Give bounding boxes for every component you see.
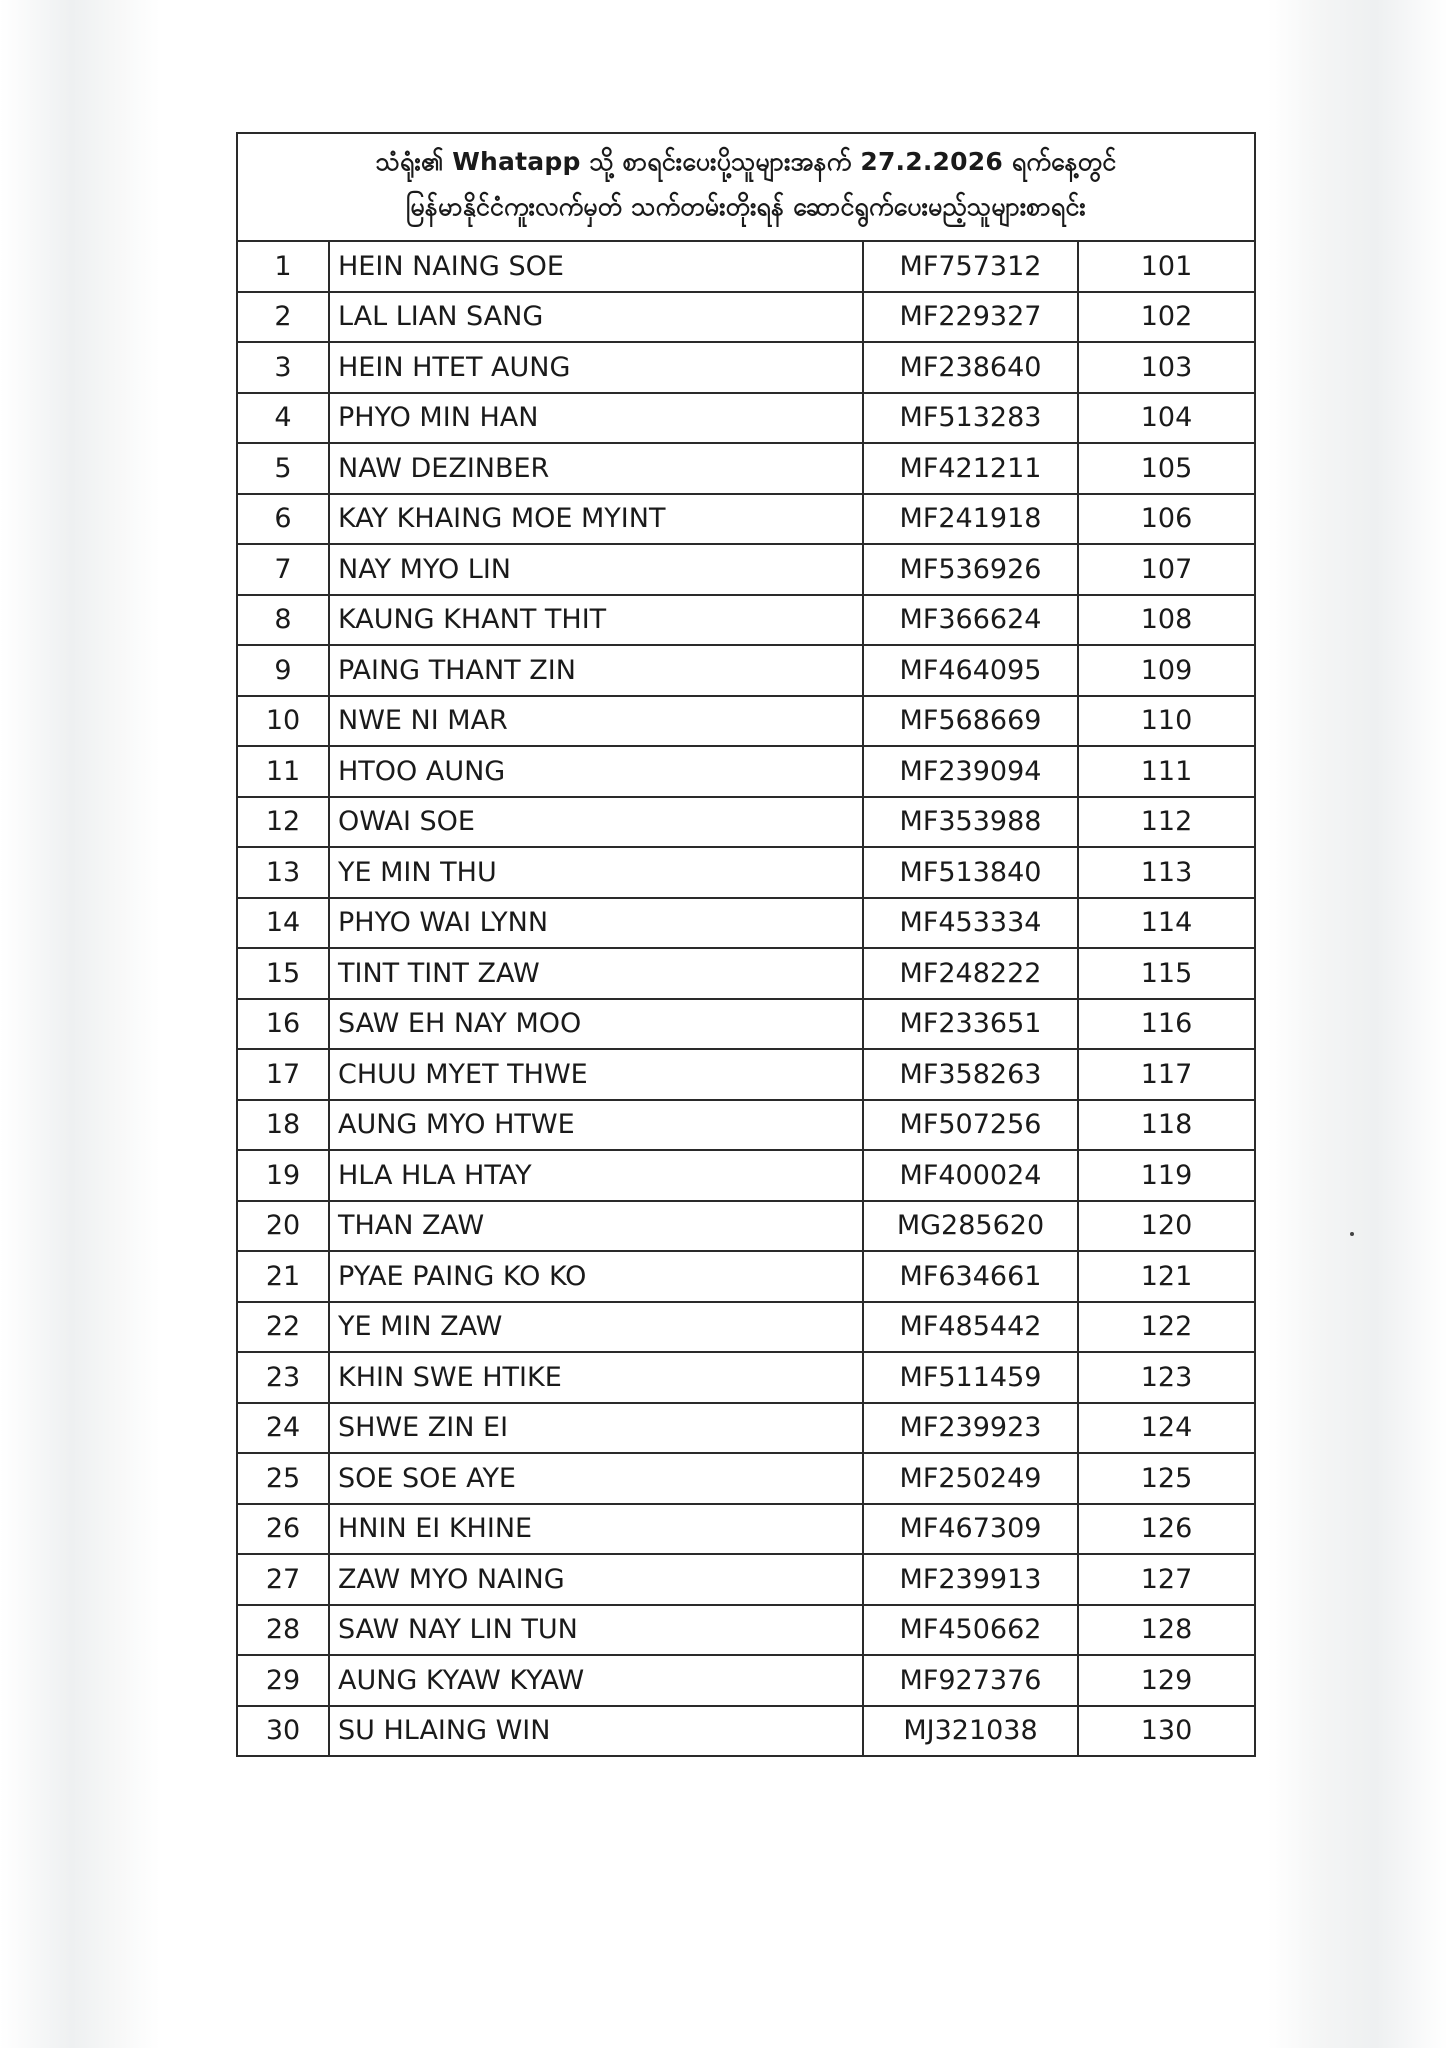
applicant-name: NAY MYO LIN bbox=[329, 544, 863, 595]
row-number: 3 bbox=[237, 342, 329, 393]
applicant-name: NAW DEZINBER bbox=[329, 443, 863, 494]
sequence-number: 122 bbox=[1078, 1302, 1255, 1353]
applicant-name: SOE SOE AYE bbox=[329, 1453, 863, 1504]
scan-speck bbox=[1350, 1232, 1354, 1236]
scan-edge-shadow-right bbox=[1268, 0, 1448, 2048]
applicant-name: SHWE ZIN EI bbox=[329, 1403, 863, 1454]
table-row bbox=[237, 1403, 1255, 1454]
table-row bbox=[237, 342, 1255, 393]
applicant-name: PYAE PAING KO KO bbox=[329, 1251, 863, 1302]
sequence-number: 129 bbox=[1078, 1655, 1255, 1706]
sequence-number: 103 bbox=[1078, 342, 1255, 393]
row-number: 8 bbox=[237, 595, 329, 646]
row-number: 10 bbox=[237, 696, 329, 747]
title-line-2: မြန်မာနိုင်ငံကူးလက်မှတ် သက်တမ်းတိုးရန် ဆောင်ရွက်ပေးမည့်သူများစာရင်း bbox=[406, 192, 1086, 221]
applicant-name: HNIN EI KHINE bbox=[329, 1504, 863, 1555]
passport-number: MF233651 bbox=[863, 999, 1078, 1050]
row-number: 21 bbox=[237, 1251, 329, 1302]
table-row bbox=[237, 746, 1255, 797]
row-number: 7 bbox=[237, 544, 329, 595]
applicant-name: PHYO MIN HAN bbox=[329, 393, 863, 444]
sequence-number: 118 bbox=[1078, 1100, 1255, 1151]
applicant-name: KAY KHAING MOE MYINT bbox=[329, 494, 863, 545]
sequence-number: 104 bbox=[1078, 393, 1255, 444]
table-row bbox=[237, 1352, 1255, 1403]
row-number: 17 bbox=[237, 1049, 329, 1100]
passport-number: MF511459 bbox=[863, 1352, 1078, 1403]
sequence-number: 109 bbox=[1078, 645, 1255, 696]
row-number: 12 bbox=[237, 797, 329, 848]
row-number: 23 bbox=[237, 1352, 329, 1403]
sequence-number: 112 bbox=[1078, 797, 1255, 848]
passport-number: MF250249 bbox=[863, 1453, 1078, 1504]
sequence-number: 114 bbox=[1078, 898, 1255, 949]
sequence-number: 115 bbox=[1078, 948, 1255, 999]
passport-number: MF229327 bbox=[863, 292, 1078, 343]
row-number: 22 bbox=[237, 1302, 329, 1353]
table-row bbox=[237, 443, 1255, 494]
table-row bbox=[237, 1100, 1255, 1151]
row-number: 29 bbox=[237, 1655, 329, 1706]
row-number: 6 bbox=[237, 494, 329, 545]
row-number: 2 bbox=[237, 292, 329, 343]
applicant-table bbox=[236, 240, 1256, 1757]
row-number: 15 bbox=[237, 948, 329, 999]
passport-number: MJ321038 bbox=[863, 1706, 1078, 1757]
applicant-name: AUNG MYO HTWE bbox=[329, 1100, 863, 1151]
passport-number: MF238640 bbox=[863, 342, 1078, 393]
table-row bbox=[237, 1049, 1255, 1100]
row-number: 4 bbox=[237, 393, 329, 444]
applicant-name: CHUU MYET THWE bbox=[329, 1049, 863, 1100]
table-row bbox=[237, 1201, 1255, 1252]
passport-number: MF400024 bbox=[863, 1150, 1078, 1201]
sequence-number: 110 bbox=[1078, 696, 1255, 747]
row-number: 26 bbox=[237, 1504, 329, 1555]
applicant-name: HLA HLA HTAY bbox=[329, 1150, 863, 1201]
row-number: 16 bbox=[237, 999, 329, 1050]
sequence-number: 128 bbox=[1078, 1605, 1255, 1656]
passport-number: MF536926 bbox=[863, 544, 1078, 595]
passport-number: MF241918 bbox=[863, 494, 1078, 545]
applicant-name: SAW EH NAY MOO bbox=[329, 999, 863, 1050]
table-row bbox=[237, 1251, 1255, 1302]
sequence-number: 130 bbox=[1078, 1706, 1255, 1757]
table-row bbox=[237, 1554, 1255, 1605]
table-row bbox=[237, 595, 1255, 646]
table-row bbox=[237, 847, 1255, 898]
applicant-name: SU HLAING WIN bbox=[329, 1706, 863, 1757]
table-row bbox=[237, 999, 1255, 1050]
passport-number: MF507256 bbox=[863, 1100, 1078, 1151]
sequence-number: 101 bbox=[1078, 241, 1255, 292]
title-line-1: သံရုံး၏ Whatapp သို့ စာရင်းပေးပို့သူများအနက် 27.2.2026 ရက်နေ့တွင် bbox=[375, 147, 1117, 176]
passport-number: MF453334 bbox=[863, 898, 1078, 949]
table-row bbox=[237, 797, 1255, 848]
sequence-number: 107 bbox=[1078, 544, 1255, 595]
row-number: 13 bbox=[237, 847, 329, 898]
sequence-number: 117 bbox=[1078, 1049, 1255, 1100]
applicant-name: LAL LIAN SANG bbox=[329, 292, 863, 343]
applicant-name: THAN ZAW bbox=[329, 1201, 863, 1252]
table-row bbox=[237, 696, 1255, 747]
sequence-number: 124 bbox=[1078, 1403, 1255, 1454]
applicant-name: PHYO WAI LYNN bbox=[329, 898, 863, 949]
sequence-number: 113 bbox=[1078, 847, 1255, 898]
table-row bbox=[237, 544, 1255, 595]
row-number: 19 bbox=[237, 1150, 329, 1201]
applicant-name: HEIN HTET AUNG bbox=[329, 342, 863, 393]
passport-number: MF353988 bbox=[863, 797, 1078, 848]
sequence-number: 102 bbox=[1078, 292, 1255, 343]
title-box bbox=[236, 132, 1256, 240]
applicant-table-body bbox=[237, 241, 1255, 1756]
sequence-number: 116 bbox=[1078, 999, 1255, 1050]
passport-number: MF248222 bbox=[863, 948, 1078, 999]
applicant-name: HTOO AUNG bbox=[329, 746, 863, 797]
passport-number: MF757312 bbox=[863, 241, 1078, 292]
applicant-name: SAW NAY LIN TUN bbox=[329, 1605, 863, 1656]
table-row bbox=[237, 494, 1255, 545]
row-number: 24 bbox=[237, 1403, 329, 1454]
applicant-name: OWAI SOE bbox=[329, 797, 863, 848]
table-row bbox=[237, 1655, 1255, 1706]
passport-number: MF927376 bbox=[863, 1655, 1078, 1706]
sequence-number: 108 bbox=[1078, 595, 1255, 646]
passport-number: MF450662 bbox=[863, 1605, 1078, 1656]
applicant-name: HEIN NAING SOE bbox=[329, 241, 863, 292]
applicant-name: YE MIN ZAW bbox=[329, 1302, 863, 1353]
applicant-name: ZAW MYO NAING bbox=[329, 1554, 863, 1605]
row-number: 9 bbox=[237, 645, 329, 696]
row-number: 1 bbox=[237, 241, 329, 292]
applicant-name: NWE NI MAR bbox=[329, 696, 863, 747]
document-page bbox=[236, 132, 1256, 1757]
passport-number: MF239923 bbox=[863, 1403, 1078, 1454]
row-number: 11 bbox=[237, 746, 329, 797]
row-number: 27 bbox=[237, 1554, 329, 1605]
row-number: 18 bbox=[237, 1100, 329, 1151]
applicant-name: KHIN SWE HTIKE bbox=[329, 1352, 863, 1403]
sequence-number: 105 bbox=[1078, 443, 1255, 494]
row-number: 20 bbox=[237, 1201, 329, 1252]
table-row bbox=[237, 1453, 1255, 1504]
sequence-number: 125 bbox=[1078, 1453, 1255, 1504]
table-row bbox=[237, 1302, 1255, 1353]
applicant-name: TINT TINT ZAW bbox=[329, 948, 863, 999]
row-number: 14 bbox=[237, 898, 329, 949]
sequence-number: 121 bbox=[1078, 1251, 1255, 1302]
passport-number: MG285620 bbox=[863, 1201, 1078, 1252]
sequence-number: 119 bbox=[1078, 1150, 1255, 1201]
passport-number: MF366624 bbox=[863, 595, 1078, 646]
passport-number: MF513283 bbox=[863, 393, 1078, 444]
applicant-name: KAUNG KHANT THIT bbox=[329, 595, 863, 646]
applicant-name: YE MIN THU bbox=[329, 847, 863, 898]
passport-number: MF568669 bbox=[863, 696, 1078, 747]
scan-edge-shadow-left bbox=[0, 0, 160, 2048]
table-row bbox=[237, 898, 1255, 949]
sequence-number: 123 bbox=[1078, 1352, 1255, 1403]
sequence-number: 111 bbox=[1078, 746, 1255, 797]
passport-number: MF464095 bbox=[863, 645, 1078, 696]
sequence-number: 120 bbox=[1078, 1201, 1255, 1252]
passport-number: MF421211 bbox=[863, 443, 1078, 494]
passport-number: MF358263 bbox=[863, 1049, 1078, 1100]
sequence-number: 127 bbox=[1078, 1554, 1255, 1605]
table-row bbox=[237, 1706, 1255, 1757]
applicant-name: AUNG KYAW KYAW bbox=[329, 1655, 863, 1706]
row-number: 28 bbox=[237, 1605, 329, 1656]
row-number: 25 bbox=[237, 1453, 329, 1504]
table-row bbox=[237, 1150, 1255, 1201]
passport-number: MF634661 bbox=[863, 1251, 1078, 1302]
table-row bbox=[237, 1605, 1255, 1656]
passport-number: MF513840 bbox=[863, 847, 1078, 898]
table-row bbox=[237, 241, 1255, 292]
table-row bbox=[237, 393, 1255, 444]
passport-number: MF239913 bbox=[863, 1554, 1078, 1605]
passport-number: MF467309 bbox=[863, 1504, 1078, 1555]
sequence-number: 126 bbox=[1078, 1504, 1255, 1555]
table-row bbox=[237, 292, 1255, 343]
passport-number: MF239094 bbox=[863, 746, 1078, 797]
row-number: 5 bbox=[237, 443, 329, 494]
passport-number: MF485442 bbox=[863, 1302, 1078, 1353]
sequence-number: 106 bbox=[1078, 494, 1255, 545]
row-number: 30 bbox=[237, 1706, 329, 1757]
table-row bbox=[237, 645, 1255, 696]
applicant-name: PAING THANT ZIN bbox=[329, 645, 863, 696]
table-row bbox=[237, 948, 1255, 999]
table-row bbox=[237, 1504, 1255, 1555]
